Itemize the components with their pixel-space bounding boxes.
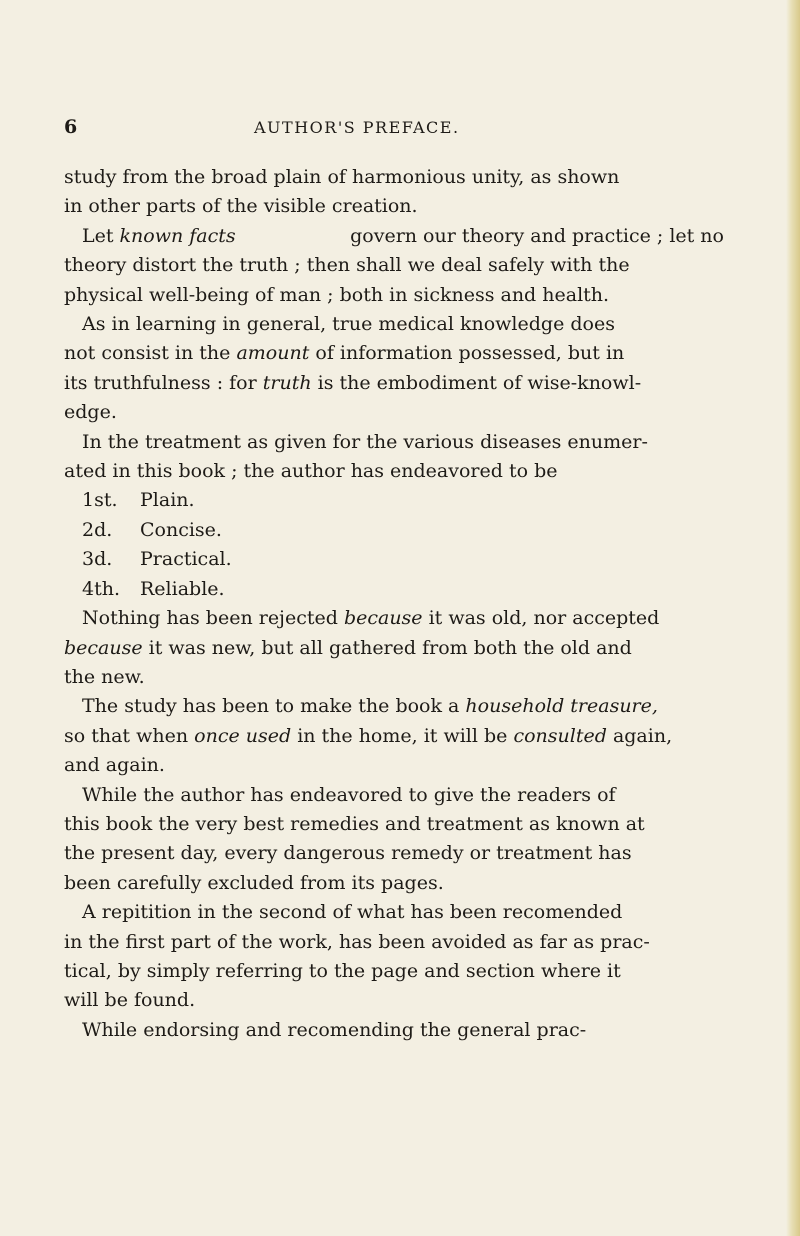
text-span: so that when <box>64 724 189 747</box>
text-line <box>64 369 724 398</box>
text-span: in the home, it will be <box>297 724 508 747</box>
text-line <box>64 692 724 721</box>
text-line: As in learning in general, true medical knowledge does <box>82 313 615 336</box>
italic-text: amount <box>236 342 310 365</box>
text-line: study from the broad plain of harmonious unity, as shown <box>64 166 620 188</box>
text-line: tical, by simply referring to the page and section where it <box>64 959 621 982</box>
italic-text: because <box>64 636 143 659</box>
italic-text: known facts <box>119 224 236 247</box>
text-line: in other parts of the visible creation. <box>64 195 418 218</box>
running-head: AUTHOR'S PREFACE. <box>254 118 460 137</box>
text-line: physical well-being of man ; both in sickness and health. <box>64 283 610 306</box>
text-line: A repitition in the second of what has been recomended <box>82 901 623 924</box>
text-line <box>64 339 724 368</box>
text-span: of information possessed, but in <box>315 342 625 365</box>
page-number: 6 <box>64 116 78 138</box>
italic-text: truth <box>262 371 312 394</box>
list-text: Plain. <box>140 489 195 512</box>
page-header <box>64 116 704 142</box>
text-span: not consist in the <box>64 342 231 365</box>
text-line: theory distort the truth ; then shall we deal safely with the <box>64 254 630 277</box>
italic-text: because <box>343 607 423 630</box>
italic-text: household treasure, <box>465 695 658 718</box>
list-item <box>64 516 724 545</box>
text-span: it was new, but all gathered from both the old and <box>148 636 632 659</box>
italic-text: once used <box>194 724 292 747</box>
page-edge <box>786 0 800 1236</box>
text-line: edge. <box>64 401 117 424</box>
list-number: 2d. <box>82 518 113 541</box>
text-line <box>64 222 724 251</box>
text-span: again, <box>612 724 673 747</box>
text-line: in the first part of the work, has been avoided as far as prac- <box>64 930 650 953</box>
list-number: 4th. <box>82 577 120 600</box>
list-text: Concise. <box>140 518 222 541</box>
text-span: is the embodiment of wise-knowl- <box>317 371 642 394</box>
list-text: Practical. <box>140 548 232 571</box>
text-line: this book the very best remedies and treatment as known at <box>64 812 645 835</box>
text-line: While the author has endeavored to give the readers of <box>82 783 616 806</box>
list-item <box>64 486 724 515</box>
text-span: Let <box>82 224 114 247</box>
text-span: its truthfulness : for <box>64 371 257 394</box>
text-line: will be found. <box>64 989 196 1012</box>
list-number: 3d. <box>82 548 113 571</box>
text-line: the new. <box>64 665 145 688</box>
text-line: the present day, every dangerous remedy or treatment has <box>64 842 632 865</box>
text-line <box>64 604 724 633</box>
text-line <box>64 634 724 663</box>
text-line: been carefully excluded from its pages. <box>64 871 444 894</box>
text-span: The study has been to make the book a <box>82 695 460 718</box>
text-span: Nothing has been rejected <box>82 607 338 630</box>
list-item <box>64 575 724 604</box>
list-text: Reliable. <box>140 577 225 600</box>
text-line: While endorsing and recomending the general prac- <box>82 1018 587 1041</box>
list-item <box>64 545 724 574</box>
text-line: and again. <box>64 754 165 777</box>
list-number: 1st. <box>82 489 118 512</box>
text-span: govern our theory and practice ; let no <box>350 224 724 247</box>
text-line: In the treatment as given for the various diseases enumer- <box>82 430 648 453</box>
text-line <box>64 722 724 751</box>
body-text <box>64 163 724 1045</box>
text-span: it was old, nor accepted <box>428 607 660 630</box>
italic-text: consulted <box>513 724 607 747</box>
text-line: ated in this book ; the author has endeavored to be <box>64 460 558 483</box>
